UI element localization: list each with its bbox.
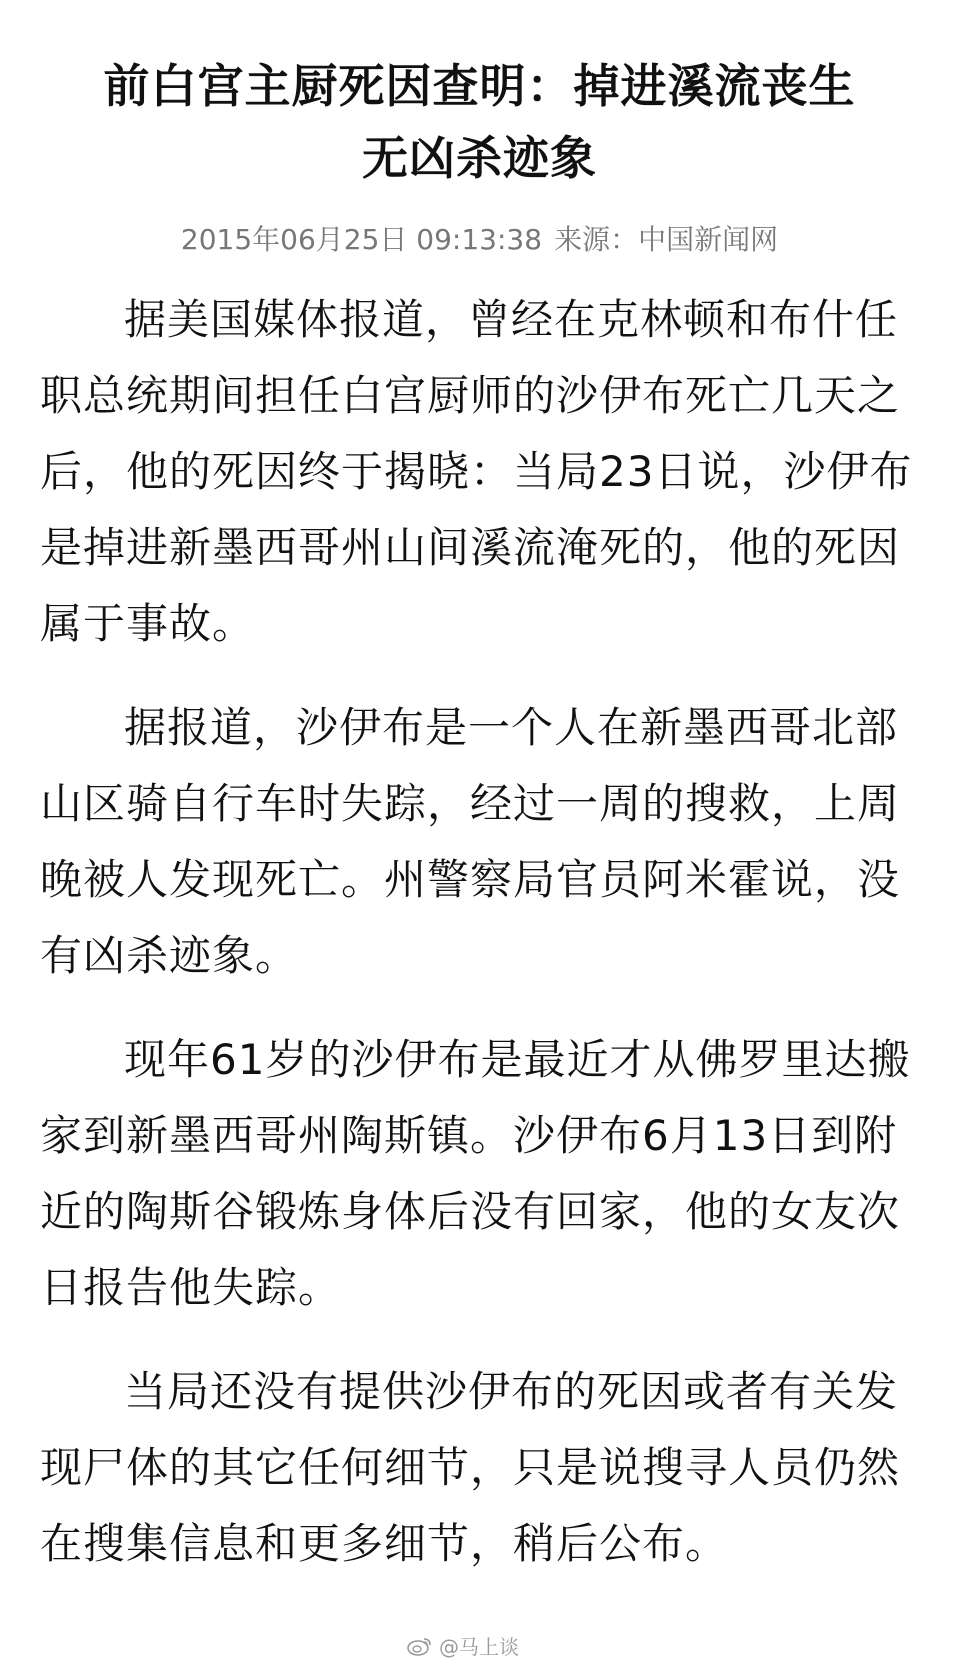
article-paragraph: 据美国媒体报道，曾经在克林顿和布什任职总统期间担任白宫厨师的沙伊布死亡几天之后，他的死因终于揭晓：当局23日说，沙伊布是掉进新墨西哥州山间溪流淹死的，他的死因属于事故。 xyxy=(40,295,913,648)
source-label: 来源： xyxy=(554,223,639,256)
article-title-line-2: 无凶杀迹象 xyxy=(362,131,597,185)
article-paragraph: 据报道，沙伊布是一个人在新墨西哥北部山区骑自行车时失踪，经过一周的搜救，上周晚被人发现死亡。州警察局官员阿米霍说，没有凶杀迹象。 xyxy=(40,703,901,980)
watermark xyxy=(407,1631,519,1660)
article-title-line-1: 前白宫主厨死因查明：掉进溪流丧生 xyxy=(103,59,856,113)
article-body xyxy=(40,282,919,1582)
article-paragraph: 现年61岁的沙伊布是最近才从佛罗里达搬家到新墨西哥州陶斯镇。沙伊布6月13日到附近的陶斯谷锻炼身体后没有回家，他的女友次日报告他失踪。 xyxy=(40,1035,911,1312)
source-name: 中国新闻网 xyxy=(638,223,779,256)
weibo-icon xyxy=(407,1636,433,1656)
publish-date: 2015年06月25日 09:13:38 xyxy=(180,223,543,256)
article-paragraph: 当局还没有提供沙伊布的死因或者有关发现尸体的其它任何细节，只是说搜寻人员仍然在搜集信息和更多细节，稍后公布。 xyxy=(40,1367,901,1568)
article-meta xyxy=(40,222,919,258)
watermark-text: @马上谈 xyxy=(439,1635,519,1659)
article-title xyxy=(40,50,919,194)
